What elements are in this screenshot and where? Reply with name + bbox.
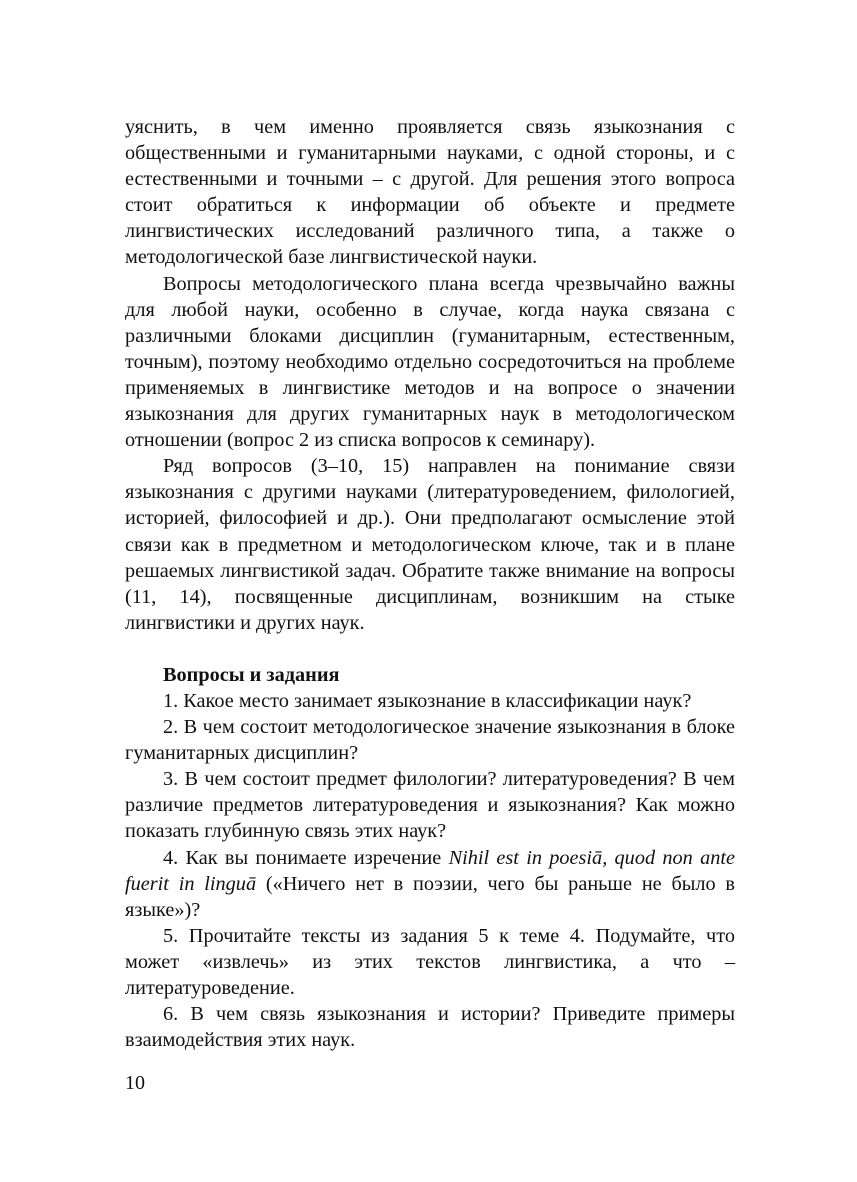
question-1: 1. Какое место занимает языкознание в классификации наук? bbox=[163, 689, 692, 712]
question-5: 5. Прочитайте тексты из задания 5 к теме 4. Подумайте, что может «извлечь» из этих текстов лингвистика, а что – литературоведение. bbox=[125, 924, 735, 999]
paragraph-intro-continuation: уяснить, в чем именно проявляется связь языкознания с общественными и гуманитарными науками, с одной стороны, и с естественными и точными – с другой. Для решения этого вопроса стоит обратиться к информации об объекте и предмете лингвистических исследований различного типа, а также о методологической базе лингвистической науки. bbox=[125, 116, 735, 269]
question-4-lead: 4. Как вы понимаете изречение bbox=[163, 846, 449, 869]
question-6: 6. В чем связь языкознания и истории? Приведите примеры взаимодействия этих наук. bbox=[125, 1003, 735, 1052]
paragraph-methodology: Вопросы методологического плана всегда чрезвычайно важны для любой науки, особенно в случае, когда наука связана с различными блоками дисциплин (гуманитарным, естественным, точным), поэтому необходимо отдельно сосредоточиться на проблеме применяемых в лингвистике методов и на вопросе о значении языкознания для других гуманитарных наук в методологическом отношении (вопрос 2 из списка вопросов к семинару). bbox=[125, 272, 735, 452]
page-number: 10 bbox=[125, 1072, 145, 1094]
question-4 bbox=[125, 845, 735, 923]
question-3: 3. В чем состоит предмет филологии? литературоведения? В чем различие предметов литературоведения и языкознания? Как можно показать глубинную связь этих наук? bbox=[125, 768, 735, 843]
section-heading: Вопросы и задания bbox=[163, 663, 340, 686]
section-spacer bbox=[125, 636, 735, 662]
question-2: 2. В чем состоит методологическое значение языкознания в блоке гуманитарных дисциплин? bbox=[125, 716, 735, 765]
latin-quote: Nihil est in poesiā, quod non ante fuerit in linguā bbox=[125, 846, 735, 895]
page-body bbox=[125, 114, 735, 1053]
paragraph-related-sciences: Ряд вопросов (3–10, 15) направлен на понимание связи языкознания с другими науками (литературоведением, филологией, историей, философией и др.). Они предполагают осмысление этой связи как в предметном и методологическом ключе, так и в плане решаемых лингвистикой задач. Обратите также внимание на вопросы (11, 14), посвященные дисциплинам, возникшим на стыке лингвистики и других наук. bbox=[125, 455, 735, 634]
question-4-tail: («Ничего нет в поэзии, чего бы раньше не было в языке»)? bbox=[125, 872, 735, 921]
